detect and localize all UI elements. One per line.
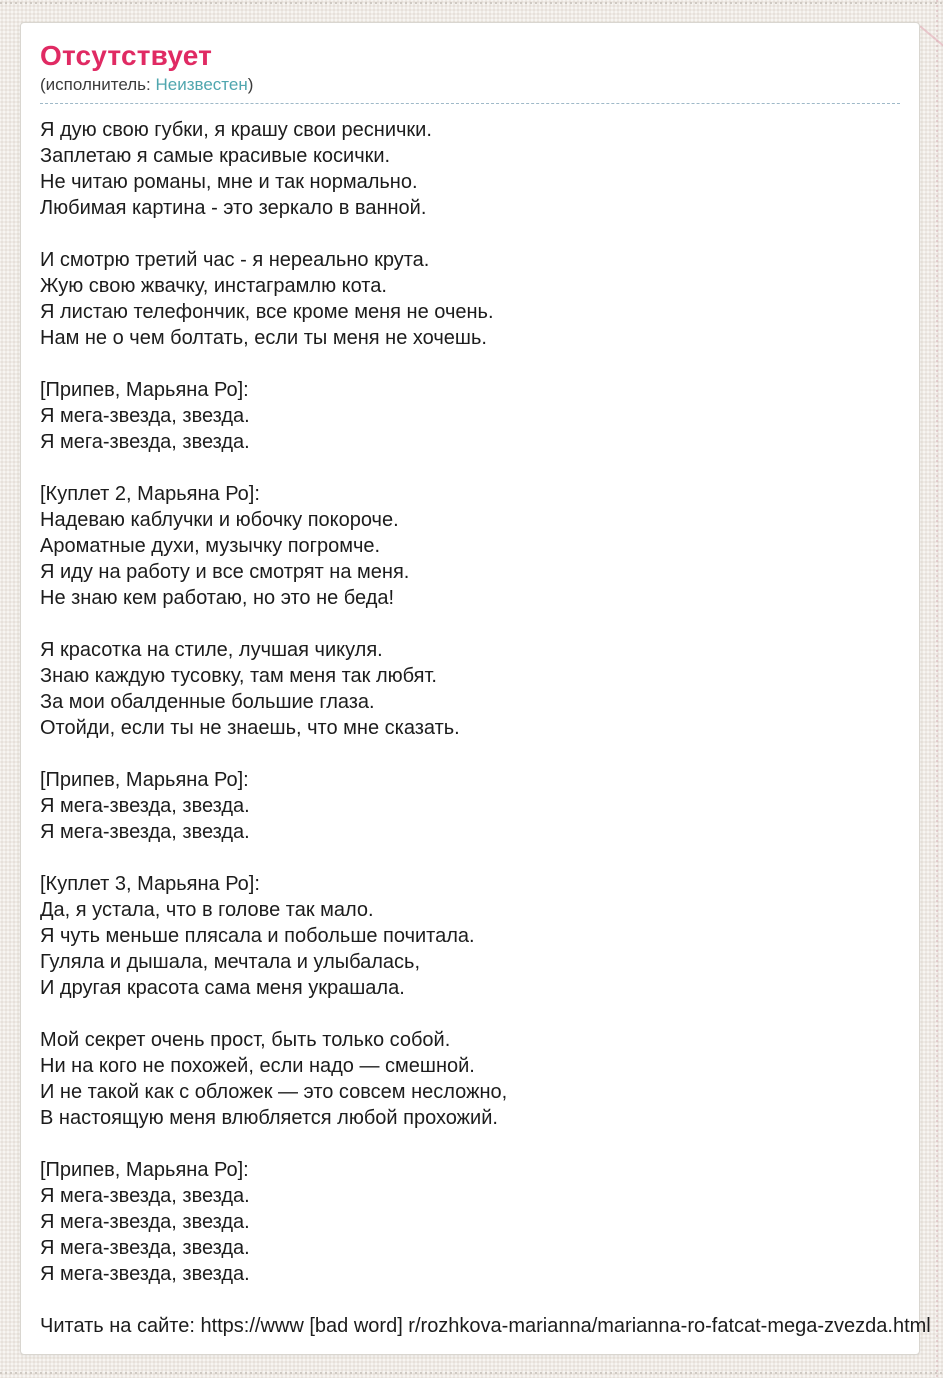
artist-label-suffix: ): [247, 75, 254, 94]
lyric-line: Я мега-звезда, звезда.: [40, 1263, 250, 1285]
source-url-line: Читать на сайте: https://www [bad word] r/rozhkova-marianna/marianna-ro-fatcat-mega-zvezda.html: [40, 1315, 931, 1337]
lyric-line: [Припев, Марьяна Ро]:: [40, 1159, 249, 1181]
lyric-line: За мои обалденные большие глаза.: [40, 691, 375, 713]
lyric-line: Надеваю каблучки и юбочку покороче.: [40, 509, 399, 531]
lyric-stanza: [40, 247, 900, 351]
lyric-line: Не знаю кем работаю, но это не беда!: [40, 587, 395, 609]
lyric-line: И смотрю третий час - я нереально крута.: [40, 249, 430, 271]
top-dotted-texture-line: [0, 2, 943, 4]
lyric-line: Я мега-звезда, звезда.: [40, 1237, 250, 1259]
lyric-line: Я иду на работу и все смотрят на меня.: [40, 561, 410, 583]
lyric-line: Знаю каждую тусовку, там меня так любят.: [40, 665, 437, 687]
lyric-stanza: [40, 767, 900, 845]
lyric-line: Отойди, если ты не знаешь, что мне сказать.: [40, 717, 460, 739]
bottom-dotted-texture-line: [0, 1372, 943, 1374]
lyric-line: Я мега-звезда, звезда.: [40, 795, 250, 817]
lyric-line: Я красотка на стиле, лучшая чикуля.: [40, 639, 383, 661]
artist-link[interactable]: Неизвестен: [155, 75, 248, 94]
lyric-line: Я мега-звезда, звезда.: [40, 1211, 250, 1233]
lyric-line: Жую свою жвачку, инстаграмлю кота.: [40, 275, 387, 297]
background-diagonal-decoration: [919, 25, 943, 48]
lyric-stanza: [40, 1027, 900, 1131]
lyric-line: И не такой как с обложек — это совсем несложно,: [40, 1081, 508, 1103]
lyric-line: Мой секрет очень прост, быть только собой.: [40, 1029, 451, 1051]
lyric-stanza: [40, 637, 900, 741]
song-header: [40, 39, 900, 104]
lyric-line: Не читаю романы, мне и так нормально.: [40, 171, 418, 193]
lyric-stanza: [40, 377, 900, 455]
lyric-line: Ароматные духи, музычку погромче.: [40, 535, 381, 557]
right-dotted-texture-line: [936, 0, 938, 1378]
lyric-line: Любимая картина - это зеркало в ванной.: [40, 197, 427, 219]
lyric-line: Да, я устала, что в голове так мало.: [40, 899, 374, 921]
lyric-stanza: [40, 871, 900, 1001]
lyric-stanza: [40, 481, 900, 611]
lyric-line: [Куплет 3, Марьяна Ро]:: [40, 873, 260, 895]
lyric-line: [Куплет 2, Марьяна Ро]:: [40, 483, 260, 505]
lyric-line: Заплетаю я самые красивые косички.: [40, 145, 391, 167]
lyric-stanza: [40, 1157, 900, 1287]
lyric-line: Я мега-звезда, звезда.: [40, 821, 250, 843]
lyric-line: В настоящую меня влюбляется любой прохожий.: [40, 1107, 498, 1129]
artist-line: [40, 74, 900, 96]
lyric-line: [Припев, Марьяна Ро]:: [40, 379, 249, 401]
lyric-line: Ни на кого не похожей, если надо — смешной.: [40, 1055, 475, 1077]
lyric-stanza: [40, 117, 900, 221]
lyric-line: Я листаю телефончик, все кроме меня не очень.: [40, 301, 494, 323]
lyric-line: И другая красота сама меня украшала.: [40, 977, 405, 999]
lyric-line: Я мега-звезда, звезда.: [40, 1185, 250, 1207]
lyric-line: Я мега-звезда, звезда.: [40, 405, 250, 427]
artist-label-prefix: (исполнитель:: [40, 75, 156, 94]
lyric-line: Нам не о чем болтать, если ты меня не хочешь.: [40, 327, 487, 349]
lyrics-card: [20, 22, 931, 1355]
lyrics-body: [40, 117, 900, 1287]
lyric-line: Я дую свою губки, я крашу свои реснички.: [40, 119, 432, 141]
song-title: Отсутствует: [40, 40, 213, 71]
lyric-line: [Припев, Марьяна Ро]:: [40, 769, 249, 791]
lyric-line: Я чуть меньше плясала и побольше почитала.: [40, 925, 475, 947]
lyric-line: Я мега-звезда, звезда.: [40, 431, 250, 453]
lyric-line: Гуляла и дышала, мечтала и улыбалась,: [40, 951, 421, 973]
